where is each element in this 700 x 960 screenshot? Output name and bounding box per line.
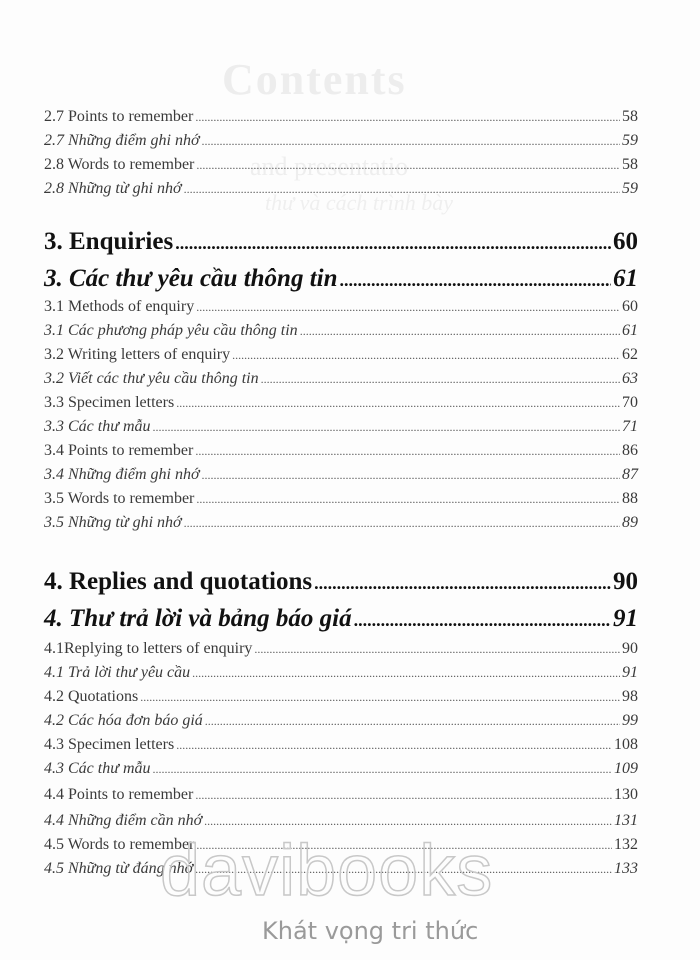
toc-entry-page: 98 [622,688,638,705]
toc-entry [44,490,638,512]
dot-leader [254,642,620,657]
toc-entry [44,346,638,368]
toc-entry-page: 108 [614,736,638,753]
toc-entry [44,514,638,536]
dot-leader [195,788,612,803]
toc-entry-page: 70 [622,394,638,411]
dot-leader [192,666,620,681]
toc-entry-label: 2.7 Những điểm ghi nhớ [44,132,200,149]
watermark-brand: davibooks [160,831,494,911]
dot-leader [196,492,620,507]
toc-entry [44,736,638,758]
toc-entry-label: 4.4 Những điểm cần nhớ [44,812,203,829]
toc-entry-page: 99 [622,712,638,729]
toc-entry-page: 86 [622,442,638,459]
dot-leader [176,738,612,753]
toc-entry [44,466,638,488]
toc-chapter-entry [44,265,638,293]
toc-entry [44,442,638,464]
toc-entry-page: 62 [622,346,638,363]
toc-entry-label: 4.5 Những từ đáng nhớ [44,860,194,877]
dot-leader [195,444,620,459]
dot-leader [354,610,611,631]
toc-entry-label: 3.5 Words to remember [44,490,195,507]
toc-entry [44,108,638,130]
toc-entry [44,180,638,202]
toc-entry [44,132,638,154]
toc-entry-label: 3.1 Các phương pháp yêu cầu thông tin [44,322,298,339]
toc-entry [44,712,638,734]
toc-entry-label: 3.5 Những từ ghi nhớ [44,514,182,531]
toc-entry-label: 3.3 Specimen letters [44,394,175,411]
dot-leader [140,690,620,705]
background-subtitle: and presentatio [250,152,409,181]
toc-entry-page: 61 [622,322,638,339]
toc-entry-label: 4.2 Các hóa đơn báo giá [44,712,203,729]
toc-entry-page: 89 [622,514,638,531]
toc-entry-page: 58 [622,156,638,173]
toc-entry-page: 131 [614,812,638,829]
toc-entry-page: 58 [622,108,638,125]
dot-leader [201,468,620,483]
toc-entry [44,156,638,178]
toc-entry-page: 87 [622,466,638,483]
toc-entry-page: 91 [613,605,638,632]
background-subtitle-vi: thư và cách trình bày [265,190,453,215]
toc-entry-page: 109 [614,760,638,777]
toc-entry-label: 2.7 Points to remember [44,108,194,125]
dot-leader [314,573,611,594]
toc-entry-page: 133 [614,860,638,877]
toc-entry-page: 60 [622,298,638,315]
toc-entry-label: 4.5 Words to remember [44,836,195,853]
toc-entry-page: 59 [622,180,638,197]
toc-entry-label: 4. Replies and quotations [44,568,313,595]
dot-leader [153,762,613,777]
toc-entry-label: 3.2 Viết các thư yêu cầu thông tin [44,370,259,387]
toc-chapter-entry [44,568,638,596]
toc-entry-page: 63 [622,370,638,387]
dot-leader [205,714,620,729]
toc-entry-label: 3.3 Các thư mẫu [44,418,151,435]
dot-leader [204,814,612,829]
toc-entry-label: 4.3 Các thư mẫu [44,760,151,777]
toc-entry [44,664,638,686]
toc-chapter-entry [44,605,638,633]
toc-entry [44,370,638,392]
dot-leader [175,233,611,254]
dot-leader [153,420,621,435]
toc-entry-page: 61 [613,265,638,292]
dot-leader [261,372,620,387]
toc-entry-label: 4.1 Trả lời thư yêu cầu [44,664,191,681]
toc-entry-label: 3.4 Những điểm ghi nhớ [44,466,200,483]
dot-leader [196,300,620,315]
toc-entry [44,322,638,344]
toc-entry-label: 4. Thư trả lời và bảng báo giá [44,605,352,632]
toc-chapter-entry [44,228,638,256]
dot-leader [184,516,620,531]
toc-entry-page: 90 [613,568,638,595]
toc-entry-page: 130 [614,786,638,803]
toc-entry [44,418,638,440]
watermark-tagline: Khát vọng tri thức [262,917,479,945]
toc-entry-page: 91 [622,664,638,681]
toc-entry [44,688,638,710]
dot-leader [300,324,620,339]
toc-entry [44,298,638,320]
toc-entry-page: 59 [622,132,638,149]
toc-entry-label: 2.8 Những từ ghi nhớ [44,180,182,197]
dot-leader [340,270,612,291]
dot-leader [176,396,620,411]
dot-leader [196,158,620,173]
toc-entry-page: 88 [622,490,638,507]
toc-entry [44,640,638,662]
dot-leader [232,348,620,363]
toc-entry-label: 4.3 Specimen letters [44,736,175,753]
toc-entry [44,760,638,782]
toc-entry-label: 3.4 Points to remember [44,442,194,459]
toc-entry-page: 60 [613,228,638,255]
toc-entry-label: 3. Các thư yêu cầu thông tin [44,265,338,292]
dot-leader [184,182,620,197]
toc-entry-label: 3. Enquiries [44,228,174,255]
toc-entry-label: 3.2 Writing letters of enquiry [44,346,231,363]
toc-entry-label: 4.2 Quotations [44,688,139,705]
toc-entry [44,394,638,416]
toc-entry-label: 4.1Replying to letters of enquiry [44,640,253,657]
toc-entry-page: 71 [622,418,638,435]
dot-leader [195,110,620,125]
toc-entry-page: 132 [614,836,638,853]
toc-entry-label: 2.8 Words to remember [44,156,195,173]
dot-leader [201,134,620,149]
background-heading: Contents [222,55,407,104]
toc-entry-page: 90 [622,640,638,657]
toc-entry-label: 4.4 Points to remember [44,786,194,803]
toc-entry-label: 3.1 Methods of enquiry [44,298,195,315]
toc-entry [44,786,638,808]
